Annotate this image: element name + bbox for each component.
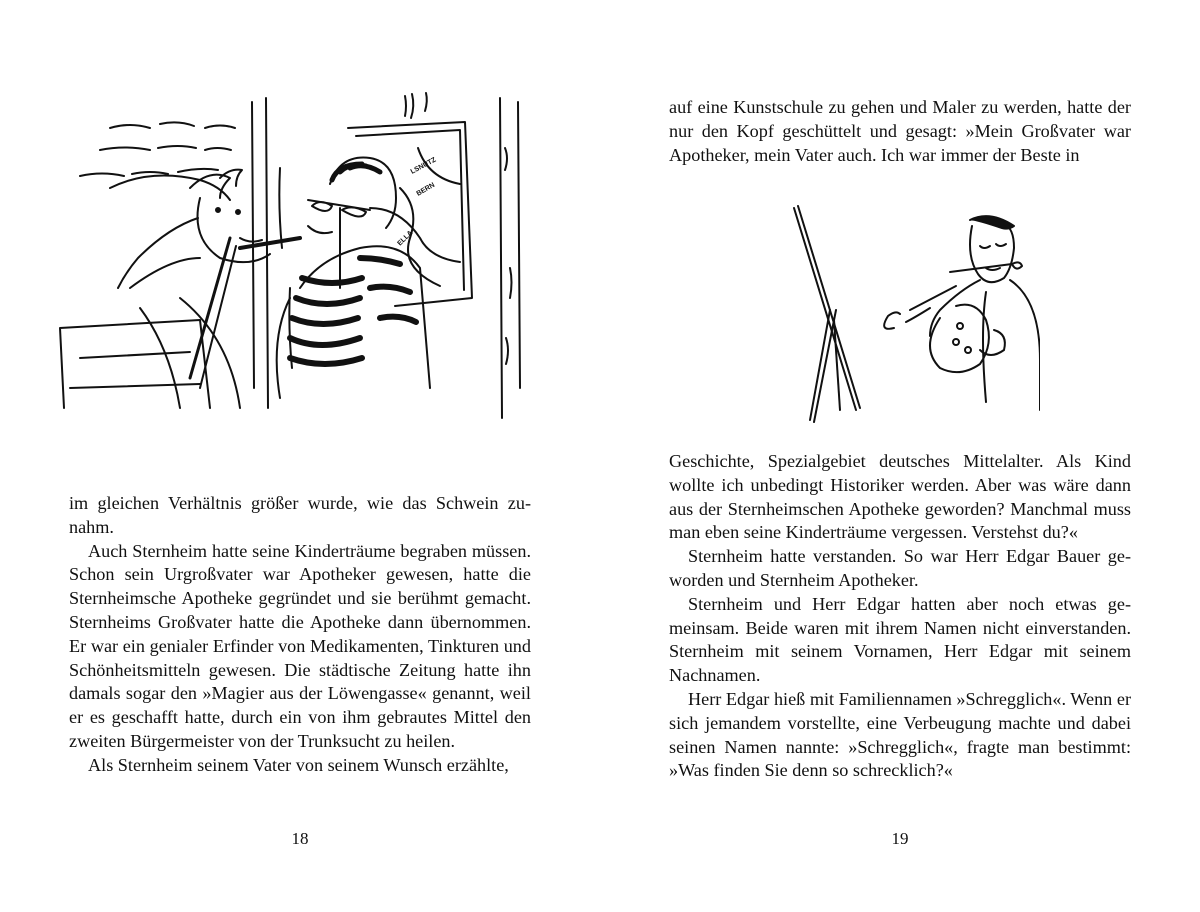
paragraph: auf eine Kunstschule zu gehen und Maler zu werden, hatte der nur den Kopf geschüttelt und gesagt: »Mein Großvater war Apotheker, mein Vater auch. Ich war immer der Beste in bbox=[669, 97, 1131, 165]
illustration-man-measuring-pig bbox=[40, 88, 540, 428]
crate bbox=[60, 298, 240, 408]
paragraph: im gleichen Verhältnis größer wurde, wie das Schwein zunahm. bbox=[69, 493, 531, 537]
stone-wall bbox=[80, 122, 235, 200]
pig bbox=[118, 170, 270, 288]
wooden-wall bbox=[252, 93, 520, 418]
wall-map bbox=[348, 122, 472, 306]
illustration-painter-at-easel bbox=[780, 200, 1040, 430]
right-page-text bbox=[669, 450, 1131, 783]
page-number: 19 bbox=[891, 829, 909, 848]
paragraph: Herr Edgar hieß mit Familiennamen »Schregglich«. Wenn er sich jemandem vorstellte, eine Verbeugung machte und dabei seinen Namen nannte: »Schregglich«, fragte man bestimmt: »Was finden Sie denn so schrecklich?« bbox=[669, 688, 1131, 781]
man-with-glasses bbox=[190, 158, 430, 398]
paragraph: Geschichte, Spezialgebiet deutsches Mittelalter. Als Kind wollte ich unbedingt Historiker werden. Aber was wäre dann aus der Sternheimschen Apotheke geworden? Manchmal muss man eben seine Kinderträume vergessen. Verstehst du?« bbox=[669, 451, 1131, 543]
paragraph: Sternheim und Herr Edgar hatten aber noch etwas gemeinsam. Beide waren mit ihrem Namen nicht einverstanden. Sternheim mit seinem Vornamen, Herr Edgar mit seinem Nachnamen. bbox=[669, 593, 1131, 686]
paragraph: Auch Sternheim hatte seine Kinderträume begraben müssen. Schon sein Urgroßvater war Apotheker gewesen, hatte die Sternheimsche Apotheke gegründet und sie berühmt gemacht. Sternheims Großvater hatte die Apotheke dann übernommen. Er war ein genialer Erfinder von Medikamenten, Tinkturen und Schönheitsmitteln gewesen. Die städtische Zeitung hatte ihn damals sogar den »Magier aus der Löwengasse« genannt, weil er es geschafft hatte, durch ein von ihm gebrautes Mittel den zweiten Bürgermeister von der Trunksucht zu heilen. bbox=[69, 540, 531, 751]
paragraph: Sternheim hatte verstanden. So war Herr Edgar Bauer geworden und Sternheim Apotheker. bbox=[669, 546, 1131, 590]
left-page-text bbox=[69, 492, 531, 778]
right-page bbox=[600, 0, 1200, 912]
map-label-1: LSNUTZ bbox=[409, 156, 438, 176]
map-label-3: ELLA bbox=[396, 229, 415, 248]
right-page-top-text bbox=[669, 96, 1131, 167]
easel bbox=[794, 206, 860, 422]
page-number: 18 bbox=[291, 829, 309, 848]
map-label-2: BERN bbox=[415, 181, 437, 198]
painter bbox=[884, 216, 1040, 410]
paragraph: Als Sternheim seinem Vater von seinem Wunsch erzählte, bbox=[88, 754, 509, 775]
